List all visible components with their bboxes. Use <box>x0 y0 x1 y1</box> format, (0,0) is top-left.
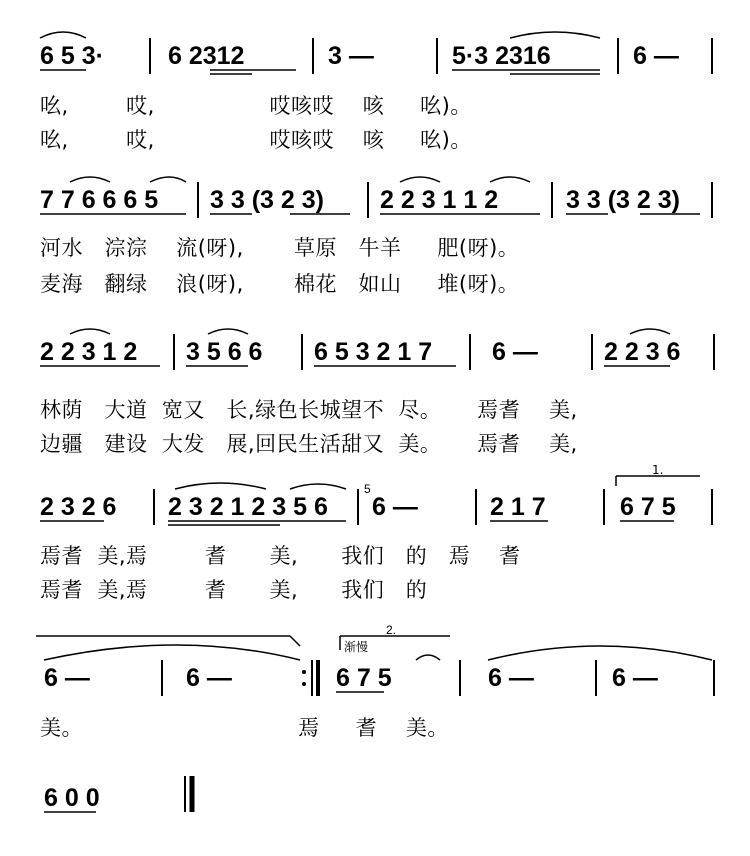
grace-note: 5 <box>364 482 371 496</box>
notation-segment: 6 — <box>492 338 538 366</box>
lyric-line: 吆, 哎, 哎咳哎 咳 吆)。 <box>40 94 472 118</box>
lyric-line: 吆, 哎, 哎咳哎 咳 吆)。 <box>40 128 472 152</box>
notation-segment: 6 5 3· <box>40 42 104 70</box>
system-1-notation <box>40 42 679 70</box>
system-2-notation <box>40 186 680 214</box>
notation-segment: 3 3 (3 2 3) <box>210 186 324 214</box>
notation-segment: 2 2 3 6 <box>604 338 681 366</box>
notation-segment: 6 5 3 2 1 7 <box>314 338 433 366</box>
lyric-line: 美。 焉 耆 美。 <box>40 716 449 740</box>
notation-segment: 6 — <box>633 42 679 70</box>
tempo-marking: 渐慢 <box>344 640 369 654</box>
notation-segment: 2 3 2 6 <box>40 493 117 521</box>
system-6-notation <box>44 784 100 812</box>
notation-segment: 6 7 5 <box>620 493 676 521</box>
system-5-notation <box>44 664 658 692</box>
notation-segment: 3 3 (3 2 3) <box>566 186 680 214</box>
notation-segment: 6 — <box>372 493 418 521</box>
notation-segment: 6 — <box>488 664 534 692</box>
lyric-line: 林荫 大道 宽又 长,绿色长城望不 尽。 焉耆 美, <box>40 398 578 422</box>
notation-segment: 6 — <box>44 664 90 692</box>
notation-segment: 2 1 7 <box>490 493 546 521</box>
notation-segment: 6 — <box>186 664 232 692</box>
notation-segment: 6 — <box>612 664 658 692</box>
system-3-notation <box>40 338 680 366</box>
lyric-line: 河水 淙淙 流(呀), 草原 牛羊 肥(呀)。 <box>40 236 520 260</box>
volta-2-label: 2. <box>386 623 397 637</box>
notation-segment: 5·3 2316 <box>452 42 551 70</box>
notation-segment: 2 2 3 1 2 <box>40 338 138 366</box>
notation-segment: 6 0 0 <box>44 784 100 812</box>
volta-1-label: 1. <box>652 463 664 477</box>
lyric-line: 麦海 翻绿 浪(呀), 棉花 如山 堆(呀)。 <box>40 272 520 296</box>
notation-segment: 6 2312 <box>168 42 245 70</box>
notation-segment: 2 3 2 1 2 3 5 6 <box>168 493 328 521</box>
lyric-line: 焉耆 美,焉 耆 美, 我们 的 <box>40 578 428 602</box>
lyric-line: 边疆 建设 大发 展,回民生活甜又 美。 焉耆 美, <box>40 432 578 456</box>
notation-segment: 2 2 3 1 1 2 <box>380 186 499 214</box>
notation-segment: 6 7 5 <box>336 664 392 692</box>
lyric-line: 焉耆 美,焉 耆 美, 我们 的 焉 耆 <box>40 544 521 568</box>
system-6-barlines <box>185 776 192 812</box>
notation-segment: 3 — <box>328 42 374 70</box>
notation-segment: 3 5 6 6 <box>186 338 263 366</box>
notation-segment: 7 7 6 6 6 5 <box>40 186 159 214</box>
